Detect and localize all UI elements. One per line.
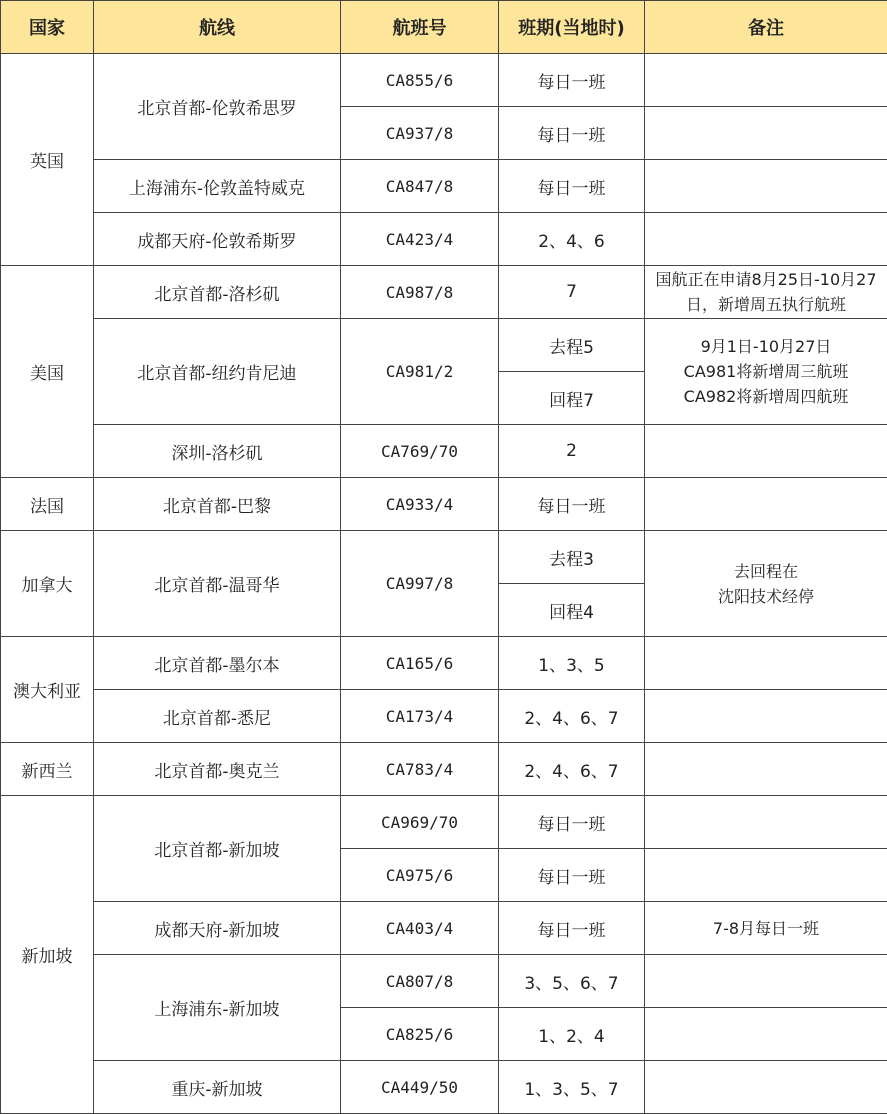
schedule-cell: 1、3、5 [499, 637, 645, 690]
note-cell [645, 796, 887, 849]
route-cell: 深圳-洛杉矶 [94, 425, 341, 478]
note-cell [645, 955, 887, 1008]
country-cell: 澳大利亚 [1, 637, 94, 743]
route-cell: 北京首都-温哥华 [94, 531, 341, 637]
header-row [1, 1, 887, 54]
flight-cell: CA769/70 [341, 425, 499, 478]
schedule-cell: 3、5、6、7 [499, 955, 645, 1008]
note-cell [645, 1061, 887, 1114]
header-country: 国家 [1, 1, 94, 54]
route-cell: 北京首都-洛杉矶 [94, 266, 341, 319]
flight-cell: CA449/50 [341, 1061, 499, 1114]
table-row [1, 955, 887, 1008]
route-cell: 重庆-新加坡 [94, 1061, 341, 1114]
flight-cell: CA937/8 [341, 107, 499, 160]
table-row [1, 54, 887, 107]
header-route: 航线 [94, 1, 341, 54]
table-row [1, 531, 887, 584]
country-cell: 新加坡 [1, 796, 94, 1114]
country-cell: 新西兰 [1, 743, 94, 796]
schedule-cell: 每日一班 [499, 796, 645, 849]
table-row [1, 902, 887, 955]
schedule-cell: 2、4、6 [499, 213, 645, 266]
note-cell [645, 743, 887, 796]
route-cell: 北京首都-奥克兰 [94, 743, 341, 796]
schedule-cell: 1、2、4 [499, 1008, 645, 1061]
header-note: 备注 [645, 1, 887, 54]
route-cell: 北京首都-新加坡 [94, 796, 341, 902]
schedule-cell: 每日一班 [499, 849, 645, 902]
note-cell [645, 213, 887, 266]
table-row [1, 266, 887, 319]
route-cell: 北京首都-纽约肯尼迪 [94, 319, 341, 425]
note-cell: 国航正在申请8月25日-10月27日，新增周五执行航班 [645, 266, 887, 319]
route-cell: 上海浦东-伦敦盖特威克 [94, 160, 341, 213]
schedule-cell: 回程4 [499, 584, 645, 637]
flight-cell: CA997/8 [341, 531, 499, 637]
table-row [1, 796, 887, 849]
table-row [1, 160, 887, 213]
flight-cell: CA165/6 [341, 637, 499, 690]
flight-cell: CA403/4 [341, 902, 499, 955]
schedule-cell: 2、4、6、7 [499, 690, 645, 743]
schedule-cell: 每日一班 [499, 160, 645, 213]
table-row [1, 690, 887, 743]
flight-cell: CA423/4 [341, 213, 499, 266]
route-cell: 上海浦东-新加坡 [94, 955, 341, 1061]
schedule-cell: 1、3、5、7 [499, 1061, 645, 1114]
flight-cell: CA825/6 [341, 1008, 499, 1061]
flight-cell: CA981/2 [341, 319, 499, 425]
country-cell: 加拿大 [1, 531, 94, 637]
schedule-cell: 2 [499, 425, 645, 478]
note-cell [645, 160, 887, 213]
flight-cell: CA173/4 [341, 690, 499, 743]
flight-cell: CA855/6 [341, 54, 499, 107]
flight-cell: CA987/8 [341, 266, 499, 319]
note-cell: 去回程在 沈阳技术经停 [645, 531, 887, 637]
table-row [1, 213, 887, 266]
note-cell [645, 107, 887, 160]
table-row [1, 637, 887, 690]
country-cell: 美国 [1, 266, 94, 478]
note-cell [645, 478, 887, 531]
schedule-cell: 去程3 [499, 531, 645, 584]
table-row [1, 478, 887, 531]
route-cell: 北京首都-伦敦希思罗 [94, 54, 341, 160]
flight-cell: CA933/4 [341, 478, 499, 531]
schedule-cell: 每日一班 [499, 107, 645, 160]
note-cell [645, 849, 887, 902]
note-cell [645, 637, 887, 690]
note-cell [645, 690, 887, 743]
schedule-cell: 每日一班 [499, 902, 645, 955]
schedule-cell: 每日一班 [499, 478, 645, 531]
flight-cell: CA783/4 [341, 743, 499, 796]
header-schedule: 班期(当地时) [499, 1, 645, 54]
table-row [1, 1061, 887, 1114]
route-cell: 成都天府-伦敦希斯罗 [94, 213, 341, 266]
header-flight: 航班号 [341, 1, 499, 54]
country-cell: 法国 [1, 478, 94, 531]
note-cell: 9月1日-10月27日 CA981将新增周三航班 CA982将新增周四航班 [645, 319, 887, 425]
table-row [1, 743, 887, 796]
table-row [1, 319, 887, 372]
schedule-cell: 去程5 [499, 319, 645, 372]
route-cell: 北京首都-悉尼 [94, 690, 341, 743]
table-row [1, 425, 887, 478]
note-cell: 7-8月每日一班 [645, 902, 887, 955]
route-cell: 北京首都-巴黎 [94, 478, 341, 531]
schedule-cell: 回程7 [499, 372, 645, 425]
flight-cell: CA807/8 [341, 955, 499, 1008]
route-cell: 北京首都-墨尔本 [94, 637, 341, 690]
route-cell: 成都天府-新加坡 [94, 902, 341, 955]
note-cell [645, 425, 887, 478]
note-cell [645, 1008, 887, 1061]
schedule-cell: 2、4、6、7 [499, 743, 645, 796]
flight-cell: CA969/70 [341, 796, 499, 849]
note-cell [645, 54, 887, 107]
flight-cell: CA847/8 [341, 160, 499, 213]
flight-cell: CA975/6 [341, 849, 499, 902]
country-cell: 英国 [1, 54, 94, 266]
schedule-cell: 7 [499, 266, 645, 319]
schedule-cell: 每日一班 [499, 54, 645, 107]
